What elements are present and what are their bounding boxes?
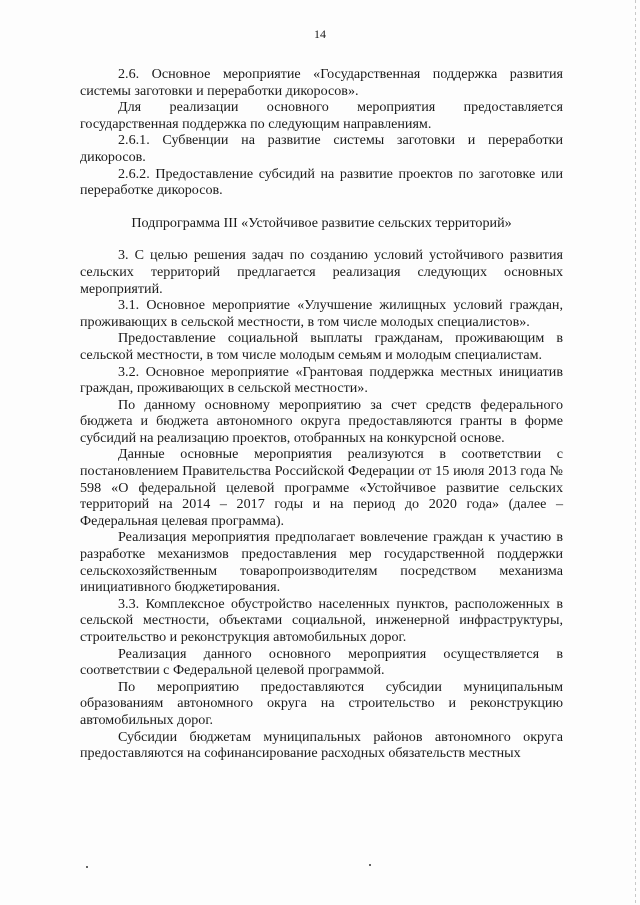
page-number: 14 [314,27,326,41]
paragraph-2-6-intro: Для реализации основного мероприятия предоставляется государственная поддержка по следующим направлениям. [80,99,563,132]
scan-edge [635,0,636,905]
paragraph-3-2-detail: По данному основному мероприятию за счет средств федерального бюджета и бюджета автономного округа предоставляются гранты в форме субсидий на реализацию проектов, отобранных на конкурсной основе. [80,396,563,446]
paragraph-subsidies-districts: Субсидии бюджетам муниципальных районов автономного округа предоставляются на софинансирование расходных обязательств местных [80,728,563,762]
paragraph-3-3: 3.3. Комплексное обустройство населенных пунктов, расположенных в сельской местности, объектами социальной, инженерной инфраструктуры, строительство и реконструкция автомобильных дорог. [80,595,563,645]
scan-speck [369,864,371,866]
paragraph-3: 3. С целью решения задач по созданию условий устойчивого развития сельских территорий предлагается реализация следующих основных мероприятий. [80,247,563,297]
paragraph-initiative-budgeting: Реализация мероприятия предполагает вовлечение граждан к участию в разработке механизмов предоставления мер государственной поддержки сельскохозяйственным товаропроизводителям посредством механизма инициативного бюджетирования. [80,529,563,596]
paragraph-3-1-detail: Предоставление социальной выплаты гражданам, проживающим в сельской местности, в том числе молодым семьям и молодым специалистам. [80,330,563,363]
document-body [80,66,563,762]
paragraph-2-6: 2.6. Основное мероприятие «Государственная поддержка развития системы заготовки и переработки дикоросов». [80,66,563,99]
paragraph-3-3-detail: Реализация данного основного мероприятия осуществляется в соответствии с Федеральной целевой программой. [80,645,563,679]
subprogram-heading: Подпрограмма III «Устойчивое развитие сельских территорий» [131,214,512,231]
paragraph-2-6-2: 2.6.2. Предоставление субсидий на развитие проектов по заготовке или переработке дикоросов. [80,165,563,199]
paragraph-subsidies-roads: По мероприятию предоставляются субсидии муниципальным образованиям автономного округа на строительство и реконструкцию автомобильных дорог. [80,678,563,728]
paragraph-2-6-1: 2.6.1. Субвенции на развитие системы заготовки и переработки дикоросов. [80,132,563,165]
paragraph-legal-basis: Данные основные мероприятия реализуются в соответствии с постановлением Правительства Российской Федерации от 15 июля 2013 года № 598 «О федеральной целевой программе «Устойчивое развитие сельских территорий на 2014 – 2017 годы и на период до 2020 года» (далее – Федеральная целевая программа). [80,446,563,529]
scan-speck [86,866,88,868]
paragraph-3-2: 3.2. Основное мероприятие «Грантовая поддержка местных инициатив граждан, проживающих в сельской местности». [80,363,563,397]
paragraph-3-1: 3.1. Основное мероприятие «Улучшение жилищных условий граждан, проживающих в сельской местности, в том числе молодых специалистов». [80,297,563,330]
